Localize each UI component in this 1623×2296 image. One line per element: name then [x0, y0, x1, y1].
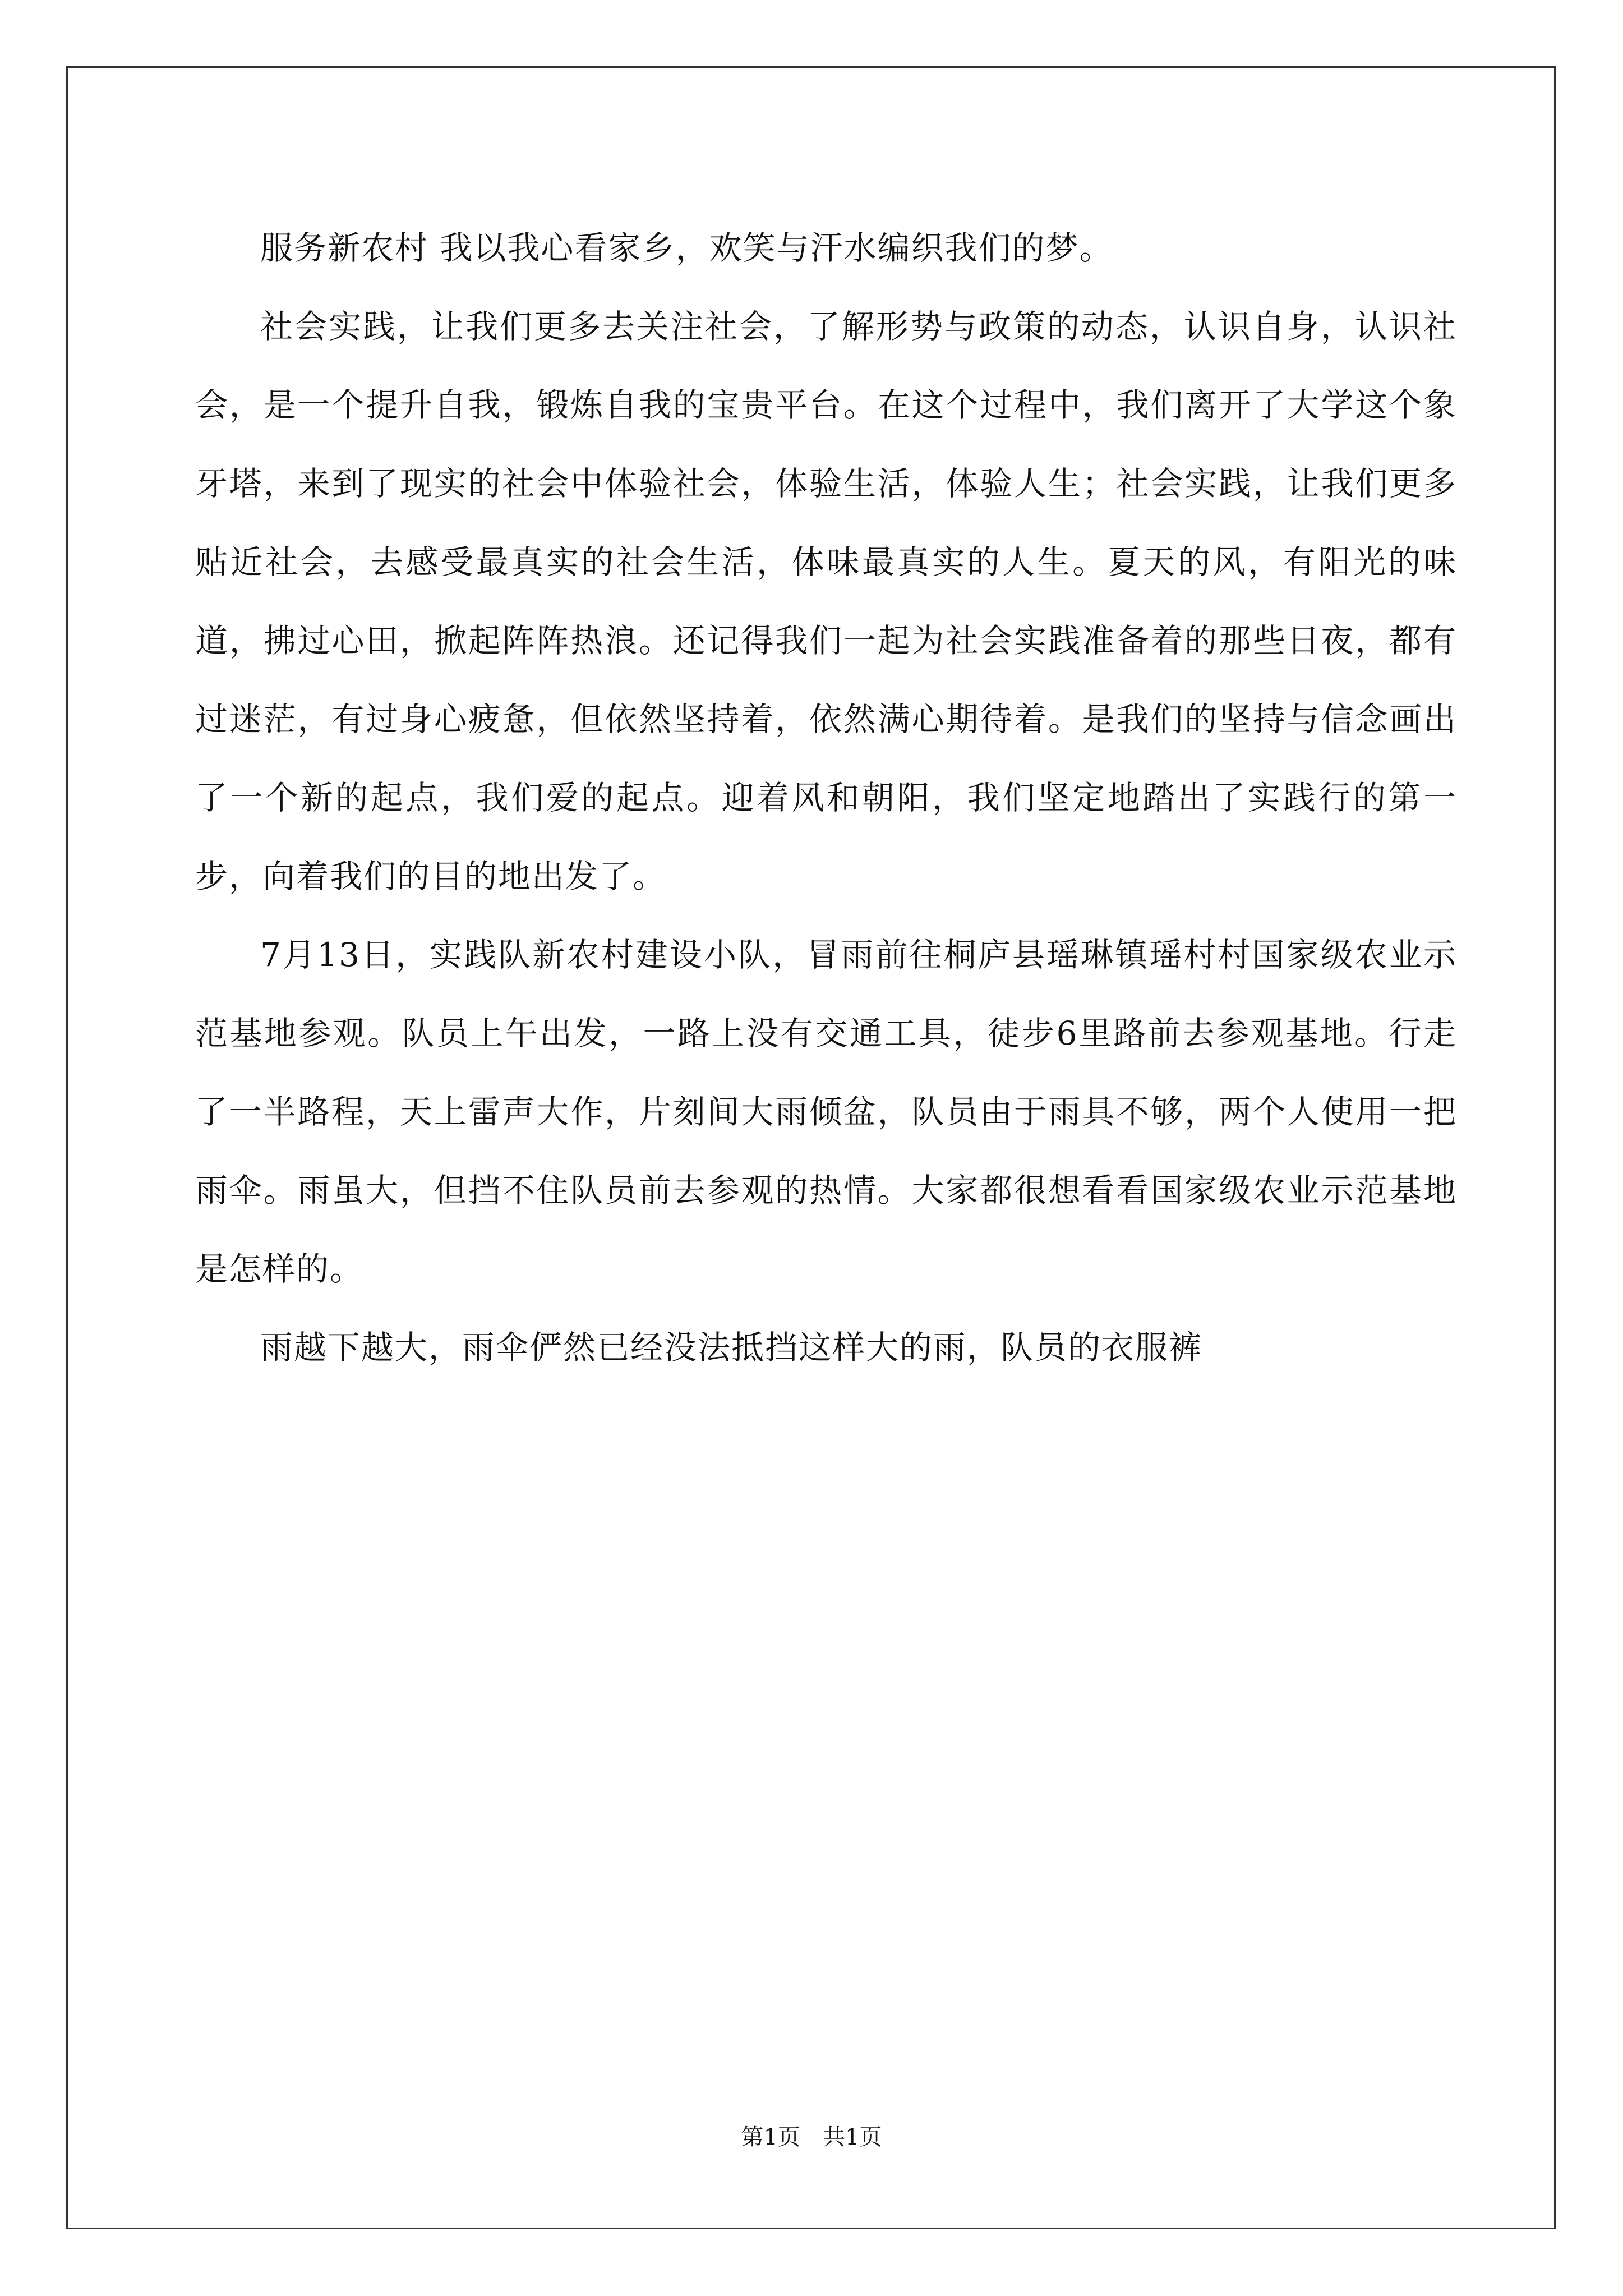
paragraph-heavy-rain: 雨越下越大，雨伞俨然已经没法抵挡这样大的雨，队员的衣服裤 [260, 1328, 1203, 1366]
paragraph-title-line: 服务新农村 我以我心看家乡，欢笑与汗水编织我们的梦。 [260, 229, 1113, 267]
page-total: 共1页 [823, 2124, 882, 2150]
paragraph-social-practice: 社会实践，让我们更多去关注社会，了解形势与政策的动态，认识自身，认识社会，是一个提升自我，锻炼自我的宝贵平台。在这个过程中，我们离开了大学这个象牙塔，来到了现实的社会中体验社会，体验生活，体验人生；社会实践，让我们更多贴近社会，去感受最真实的社会生活，体味最真实的人生。夏天的风，有阳光的味道，拂过心田，掀起阵阵热浪。还记得我们一起为社会实践准备着的那些日夜，都有过迷茫，有过身心疲惫，但依然坚持着，依然满心期待着。是我们的坚持与信念画出了一个新的起点，我们爱的起点。迎着风和朝阳，我们坚定地踏出了实践行的第一步，向着我们的目的地出发了。 [195, 307, 1457, 895]
page-footer [0, 2120, 1623, 2154]
page-number: 第1页 [741, 2124, 800, 2150]
paragraph-july-13: 7月13日，实践队新农村建设小队，冒雨前往桐庐县瑶琳镇瑶村村国家级农业示范基地参观。队员上午出发，一路上没有交通工具，徒步6里路前去参观基地。行走了一半路程，天上雷声大作，片刻间大雨倾盆，队员由于雨具不够，两个人使用一把雨伞。雨虽大，但挡不住队员前去参观的热情。大家都很想看看国家级农业示范基地是怎样的。 [195, 936, 1457, 1288]
document-body [195, 209, 1457, 1387]
